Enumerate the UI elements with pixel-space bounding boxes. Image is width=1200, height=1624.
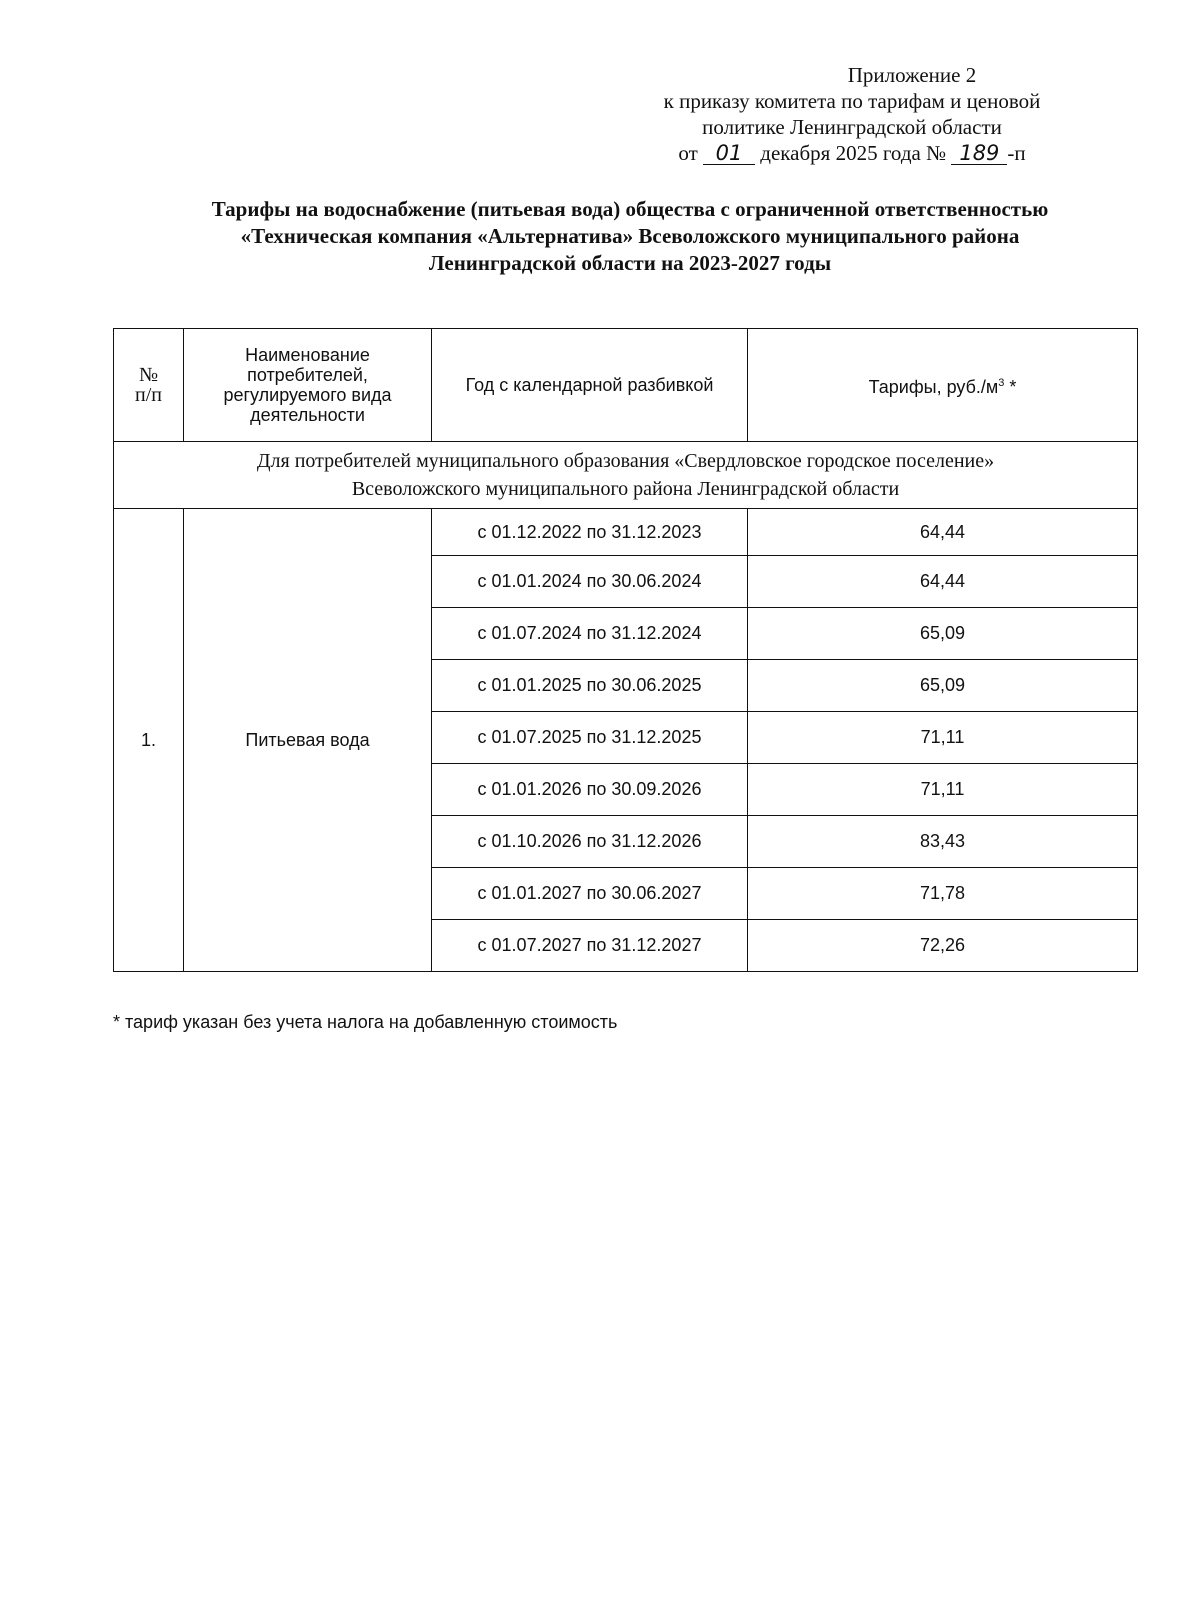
tariff-cell: 64,44 — [748, 509, 1138, 556]
annex-header — [572, 62, 1132, 166]
date-middle: декабря 2025 года № — [760, 141, 947, 165]
period-cell: с 01.01.2026 по 30.09.2026 — [432, 764, 748, 816]
period-cell: с 01.10.2026 по 31.12.2026 — [432, 816, 748, 868]
number-suffix: -п — [1007, 141, 1026, 165]
tariff-cell: 71,78 — [748, 868, 1138, 920]
table-row — [114, 509, 1138, 556]
tariff-cell: 65,09 — [748, 660, 1138, 712]
title-line-2: «Техническая компания «Альтернатива» Всеволожского муниципального района — [240, 224, 1020, 248]
row-number-cell: 1. — [114, 509, 184, 972]
consumer-cell: Питьевая вода — [184, 509, 432, 972]
handwritten-day: 01 — [703, 142, 755, 165]
annex-committee-line: политике Ленинградской области — [702, 115, 1002, 139]
period-cell: с 01.12.2022 по 31.12.2023 — [432, 509, 748, 556]
header-number: № п/п — [114, 329, 184, 442]
tariff-cell: 83,43 — [748, 816, 1138, 868]
handwritten-order-number: 189 — [951, 142, 1007, 165]
tariff-table — [113, 328, 1138, 972]
period-cell: с 01.01.2025 по 30.06.2025 — [432, 660, 748, 712]
title-line-1: Тарифы на водоснабжение (питьевая вода) общества с ограниченной ответственностью — [211, 197, 1049, 221]
footnote: * тариф указан без учета налога на добавленную стоимость — [113, 1012, 618, 1032]
annex-title: Приложение 2 — [847, 63, 977, 87]
period-cell: с 01.01.2024 по 30.06.2024 — [432, 556, 748, 608]
date-prefix: от — [678, 141, 698, 165]
tariff-cell: 71,11 — [748, 764, 1138, 816]
table-header-row — [114, 329, 1138, 442]
tariff-cell: 64,44 — [748, 556, 1138, 608]
tariff-cell: 72,26 — [748, 920, 1138, 972]
tariff-cell: 71,11 — [748, 712, 1138, 764]
header-consumer: Наименование потребителей, регулируемого вида деятельности — [184, 329, 432, 442]
document-title — [60, 196, 1200, 277]
period-cell: с 01.07.2025 по 31.12.2025 — [432, 712, 748, 764]
annex-date-line — [572, 140, 1132, 166]
header-period: Год с календарной разбивкой — [432, 329, 748, 442]
period-cell: с 01.07.2024 по 31.12.2024 — [432, 608, 748, 660]
period-cell: с 01.07.2027 по 31.12.2027 — [432, 920, 748, 972]
annex-order-line: к приказу комитета по тарифам и ценовой — [663, 89, 1041, 113]
group-row — [114, 442, 1138, 509]
consumer-group-caption: Для потребителей муниципального образования «Свердловское городское поселение» Всеволожского муниципального района Ленинградской области — [114, 442, 1138, 509]
period-cell: с 01.01.2027 по 30.06.2027 — [432, 868, 748, 920]
header-tariff: Тарифы, $руб./м^3$ * — [748, 329, 1138, 442]
tariff-cell: 65,09 — [748, 608, 1138, 660]
title-line-3: Ленинградской области на 2023-2027 годы — [428, 251, 832, 275]
